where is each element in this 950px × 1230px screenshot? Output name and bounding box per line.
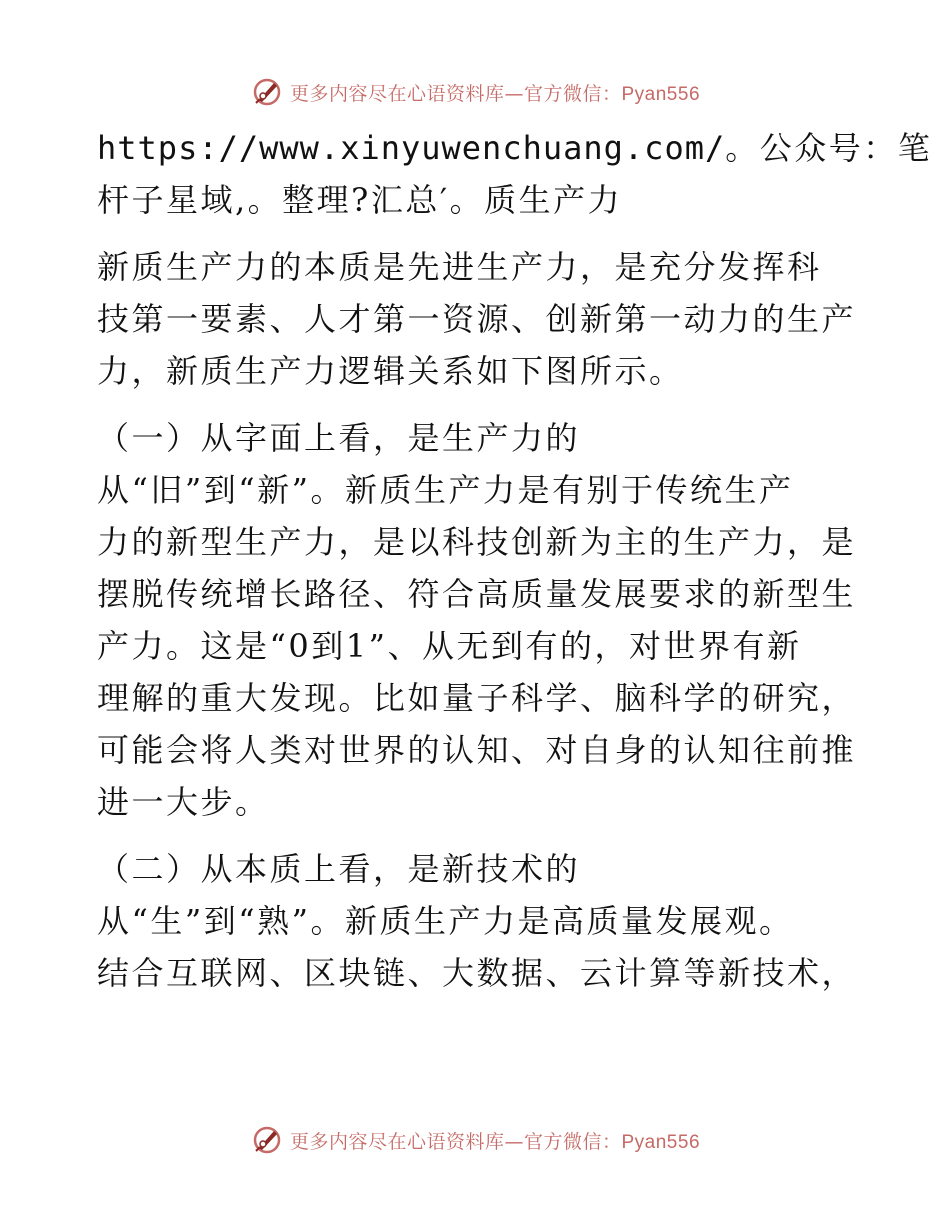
section-1-line: 理解的重大发现。比如量子科学、脑科学的研究， <box>97 679 857 717</box>
quill-logo-icon <box>250 75 284 109</box>
section-1-line: 产力。这是“0到1”、从无到有的，对世界有新 <box>97 627 802 665</box>
section-1-line: 力的新型生产力，是以科技创新为主的生产力，是 <box>97 523 857 561</box>
para-1-line: 技第一要素、人才第一资源、创新第一动力的生产 <box>97 300 857 338</box>
section-1-line: 进一大步。 <box>97 783 270 821</box>
para-1-line: 力，新质生产力逻辑关系如下图所示。 <box>97 352 684 390</box>
footer-separator: — <box>504 1130 524 1153</box>
section-1-line: 可能会将人类对世界的认知、对自身的认知往前推 <box>97 731 857 769</box>
footer-site-name: 更多内容尽在心语资料库 <box>289 1130 505 1153</box>
section-2-line: 从“生”到“熟”。新质生产力是高质量发展观。 <box>97 902 794 940</box>
intro-line <box>97 122 933 174</box>
footer-watermark <box>0 1120 950 1160</box>
section-1-line: 从“旧”到“新”。新质生产力是有别于传统生产 <box>97 471 794 509</box>
section-2-line: 结合互联网、区块链、大数据、云计算等新技术， <box>97 954 857 992</box>
footer-wechat-label: 官方微信：Pyan556 <box>524 1131 701 1153</box>
header-site-name: 更多内容尽在心语资料库 <box>289 82 505 105</box>
section-2-heading: （二）从本质上看，是新技术的 <box>97 850 581 888</box>
footer-banner-text <box>290 1127 700 1154</box>
para-1-line: 新质生产力的本质是先进生产力，是充分发挥科 <box>97 248 822 286</box>
section-1-line: 摆脱传统增长路径、符合高质量发展要求的新型生 <box>97 575 857 613</box>
section-1-heading: （一）从字面上看，是生产力的 <box>97 419 581 457</box>
intro-line-1-tail: 。公众号：笔 <box>725 129 933 167</box>
document-body <box>97 122 933 999</box>
intro-line-2: 杆子星域,。整理?汇总′。质生产力 <box>97 181 623 219</box>
header-banner-text <box>290 79 700 106</box>
source-url: https://www.xinyuwenchuang.com/ <box>97 129 726 167</box>
header-separator: — <box>504 82 524 105</box>
header-watermark <box>0 72 950 112</box>
header-wechat-label: 官方微信：Pyan556 <box>524 83 701 105</box>
quill-logo-icon <box>250 1123 284 1157</box>
